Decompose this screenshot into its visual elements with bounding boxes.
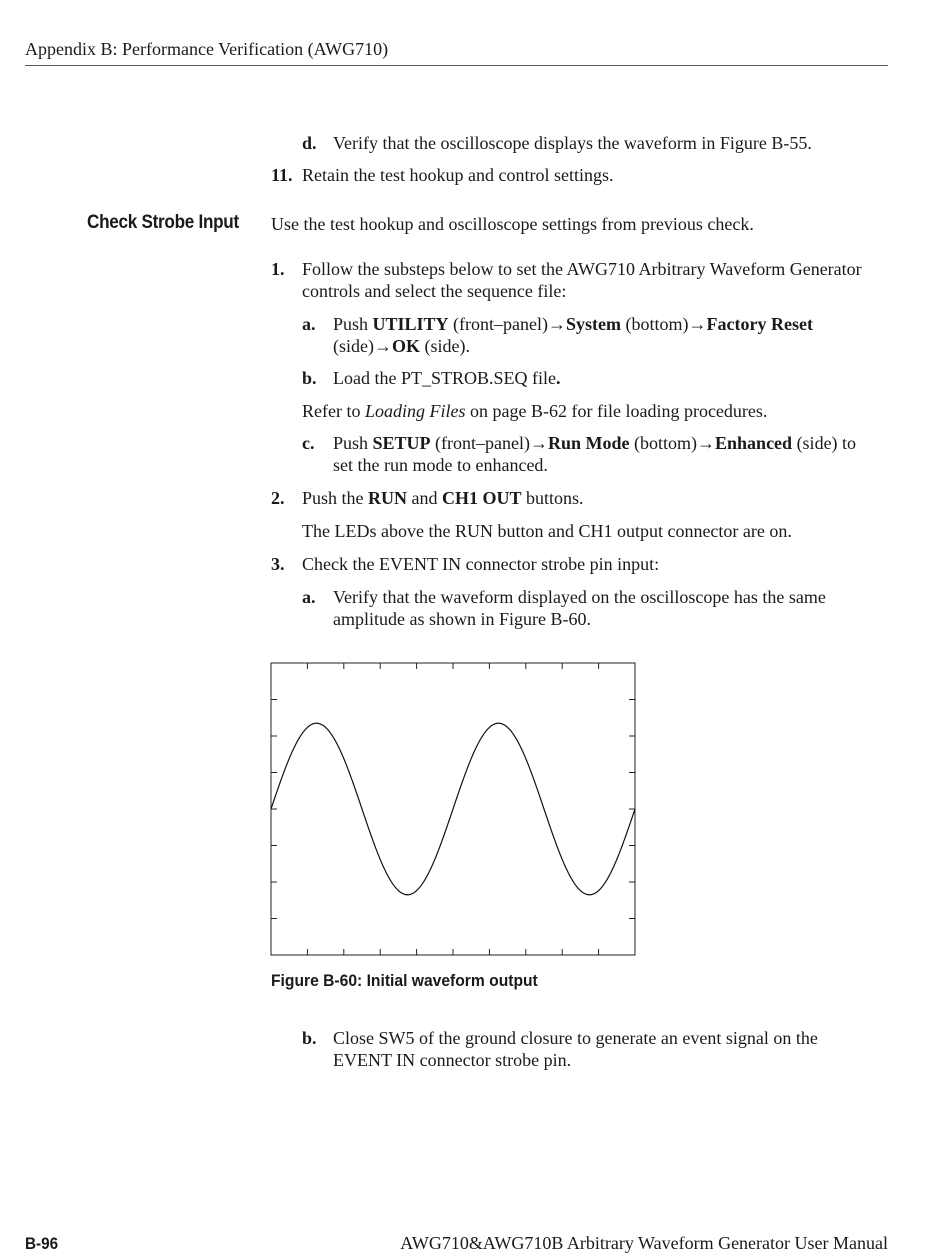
text-run: (bottom)	[629, 433, 698, 453]
step-text-line1	[333, 313, 813, 336]
text-run: Push the	[302, 488, 369, 508]
utility-key: UTILITY	[372, 314, 449, 334]
text-run: (front–panel)	[430, 433, 531, 453]
setup-key: SETUP	[372, 433, 431, 453]
step-label: 3.	[271, 554, 285, 574]
page-number: B-96	[25, 1234, 59, 1253]
text-run: (side).	[420, 336, 470, 356]
step-text-line1: Verify that the waveform displayed on the oscilloscope has the same	[333, 587, 826, 607]
step-text: Check the EVENT IN connector strobe pin input:	[302, 554, 660, 574]
step-text-line2	[333, 335, 470, 358]
side-heading: Check Strobe Input	[87, 212, 239, 233]
oscilloscope-figure	[270, 662, 638, 957]
run-mode-key: Run Mode	[548, 433, 630, 453]
step-text	[333, 367, 561, 390]
text-run: Refer to	[302, 401, 365, 421]
text-run: Load the PT_STROB.SEQ file	[333, 368, 556, 388]
step-text-line2: amplitude as shown in Figure B-60.	[333, 609, 591, 629]
step-2-note: The LEDs above the RUN button and CH1 output connector are on.	[302, 521, 792, 541]
text-run: (front–panel)	[448, 314, 549, 334]
text-run: Push	[333, 433, 373, 453]
intro-paragraph: Use the test hookup and oscilloscope settings from previous check.	[271, 214, 754, 234]
run-key: RUN	[368, 488, 408, 508]
step-label: a.	[302, 587, 316, 607]
step-text-line2: set the run mode to enhanced.	[333, 455, 548, 475]
header-rule	[25, 65, 888, 66]
running-header: Appendix B: Performance Verification (AWG710)	[25, 39, 389, 59]
step-text-line1: Follow the substeps below to set the AWG710 Arbitrary Waveform Generator	[302, 259, 862, 279]
arrow-icon: →	[373, 336, 392, 356]
step-label: c.	[302, 433, 315, 453]
refer-note	[302, 400, 767, 423]
step-text-line2: controls and select the sequence file:	[302, 281, 567, 301]
arrow-icon: →	[530, 433, 549, 453]
system-key: System	[566, 314, 622, 334]
step-label: b.	[302, 1028, 317, 1048]
step-text-line1	[333, 432, 856, 455]
manual-title: AWG710&AWG710B Arbitrary Waveform Generator User Manual	[400, 1233, 888, 1253]
step-text-line2: EVENT IN connector strobe pin.	[333, 1050, 572, 1070]
step-label: b.	[302, 368, 317, 388]
text-run: Push	[333, 314, 373, 334]
arrow-icon: →	[688, 314, 707, 334]
arrow-icon: →	[548, 314, 567, 334]
text-run: buttons.	[521, 488, 584, 508]
step-label: 2.	[271, 488, 285, 508]
step-label: a.	[302, 314, 316, 334]
step-label: d.	[302, 133, 317, 153]
text-run: (side)	[333, 336, 374, 356]
text-run: and	[407, 488, 443, 508]
ch1-out-key: CH1 OUT	[442, 488, 522, 508]
text-run: .	[556, 368, 561, 388]
figure-caption: Figure B-60: Initial waveform output	[271, 971, 538, 990]
text-run: on page B-62 for file loading procedures.	[465, 401, 768, 421]
text-run: (side) to	[792, 433, 857, 453]
text-run: (bottom)	[621, 314, 689, 334]
factory-reset-key: Factory Reset	[706, 314, 813, 334]
step-text-line1: Close SW5 of the ground closure to generate an event signal on the	[333, 1028, 818, 1048]
loading-files-ref: Loading Files	[364, 401, 466, 421]
step-text	[302, 487, 584, 510]
step-text: Verify that the oscilloscope displays the waveform in Figure B-55.	[333, 133, 812, 153]
step-text: Retain the test hookup and control settings.	[302, 165, 614, 185]
waveform-trace	[271, 723, 635, 895]
ok-key: OK	[391, 336, 420, 356]
enhanced-key: Enhanced	[715, 433, 793, 453]
step-label: 1.	[271, 259, 285, 279]
arrow-icon: →	[697, 433, 716, 453]
step-label: 11.	[271, 165, 293, 185]
